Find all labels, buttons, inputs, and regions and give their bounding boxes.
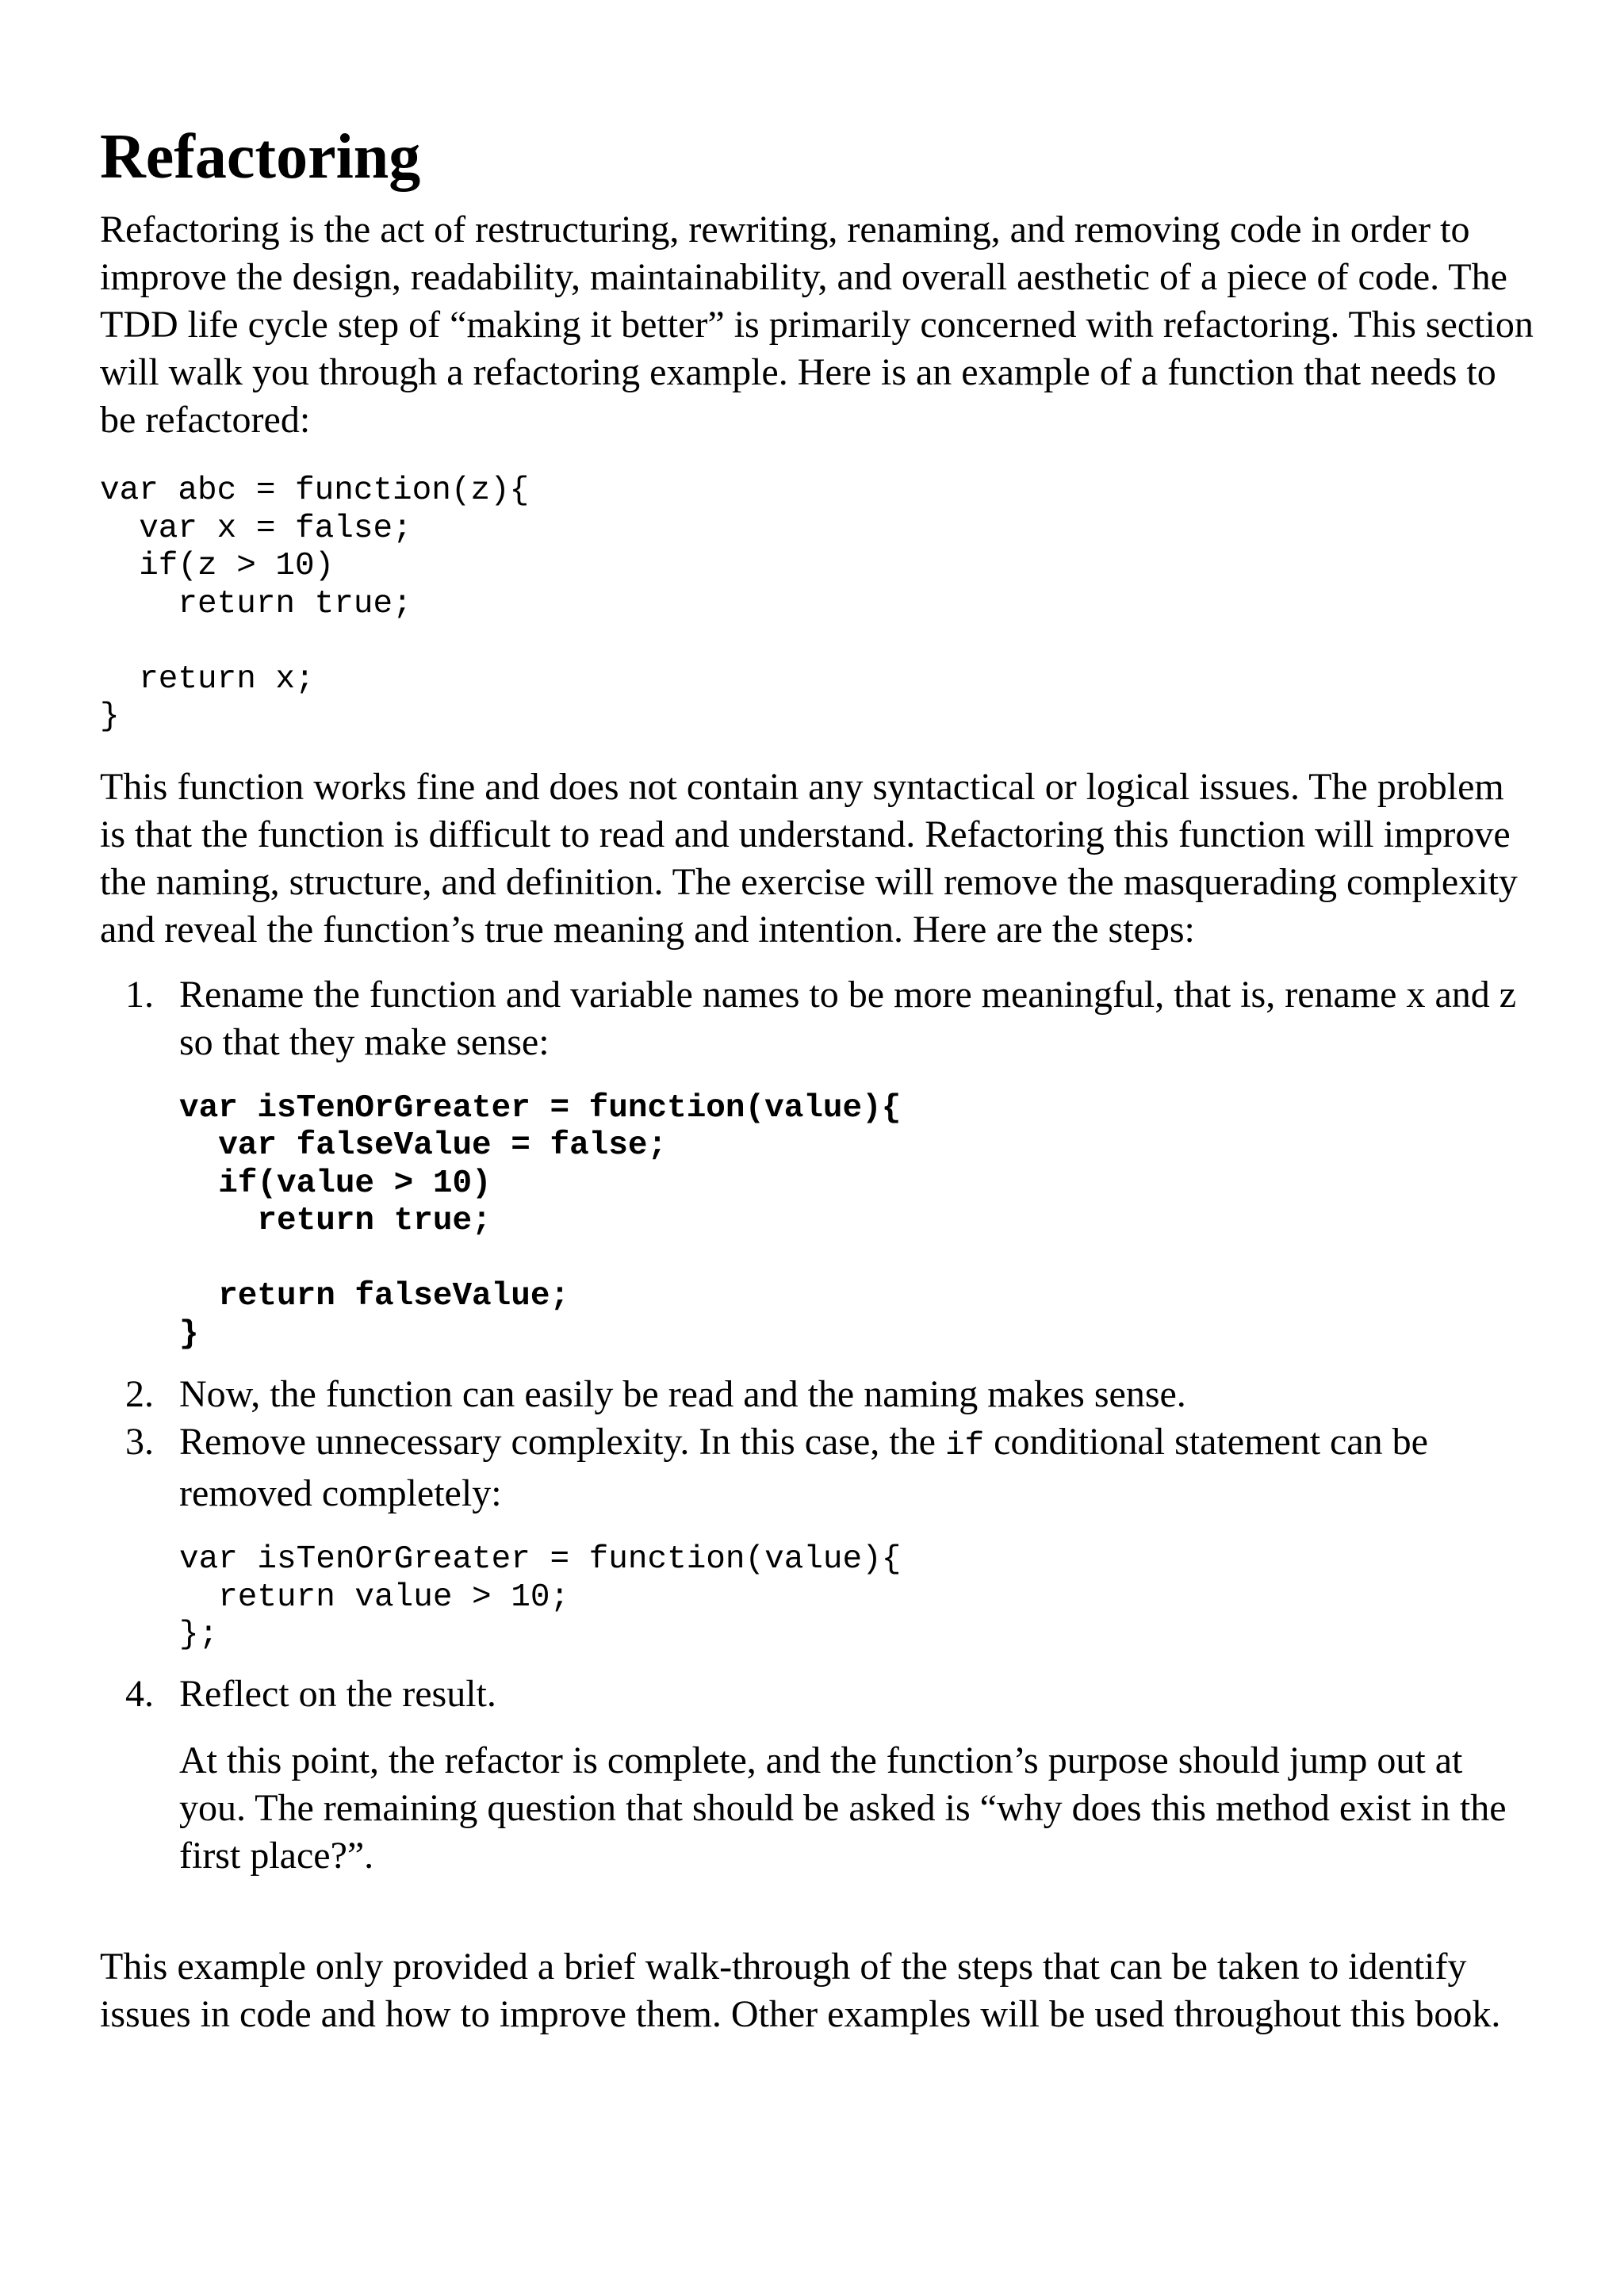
intro-paragraph: Refactoring is the act of restructuring, rewriting, renaming, and removing code in order to improve the design, readability, maintainability, and overall aesthetic of a piece of code. The TDD life cycle step of “making it better” is primarily concerned with refactoring. This section will walk you through a refactoring example. Here is an example of a function that needs to be refactored: <box>100 209 1534 441</box>
section-title: Refactoring <box>100 122 421 192</box>
step-item <box>100 1418 1535 1655</box>
original-code-block: var abc = function(z){ var x = false; if(z > 10) return true; return x; } <box>100 473 530 735</box>
step-number: 3. <box>125 1421 154 1463</box>
reflection-paragraph: At this point, the refactor is complete, and the function’s purpose should jump out at you. The remaining question that should be asked is “why does this method exist in the first place?”. <box>179 1739 1507 1877</box>
renamed-code-block: var isTenOrGreater = function(value){ var falseValue = false; if(value > 10) return true; return falseValue; } <box>179 1089 902 1353</box>
step-number: 4. <box>125 1672 154 1715</box>
simplified-code-block: var isTenOrGreater = function(value){ return value > 10; }; <box>179 1541 902 1653</box>
explanation-paragraph: This function works fine and does not contain any syntactical or logical issues. The problem is that the function is difficult to read and understand. Refactoring this function will improve the naming, structure, and definition. The exercise will remove the masquerading complexity and reveal the function’s true meaning and intention. Here are the steps: <box>100 765 1518 951</box>
step-number: 1. <box>125 973 154 1016</box>
step-text: Now, the function can easily be read and the naming makes sense. <box>179 1373 1186 1415</box>
step-item <box>100 1670 1535 1880</box>
step-item <box>100 1371 1535 1418</box>
step-text: Reflect on the result. <box>179 1672 496 1715</box>
step-number: 2. <box>125 1373 154 1415</box>
refactoring-steps-list <box>100 971 1535 1880</box>
closing-paragraph: This example only provided a brief walk-through of the steps that can be taken to identify issues in code and how to improve them. Other examples will be used throughout this book. <box>100 1945 1501 2035</box>
step-text-before: Remove unnecessary complexity. In this case, the <box>179 1421 945 1463</box>
inline-code: if <box>944 1428 985 1464</box>
document-page <box>100 119 1535 2038</box>
step-text: Rename the function and variable names to be more meaningful, that is, rename x and z so that they make sense: <box>179 973 1517 1063</box>
step-text-after: conditional statement can be removed completely: <box>179 1421 1428 1514</box>
step-item <box>100 971 1535 1354</box>
step-text <box>179 1418 1535 1517</box>
